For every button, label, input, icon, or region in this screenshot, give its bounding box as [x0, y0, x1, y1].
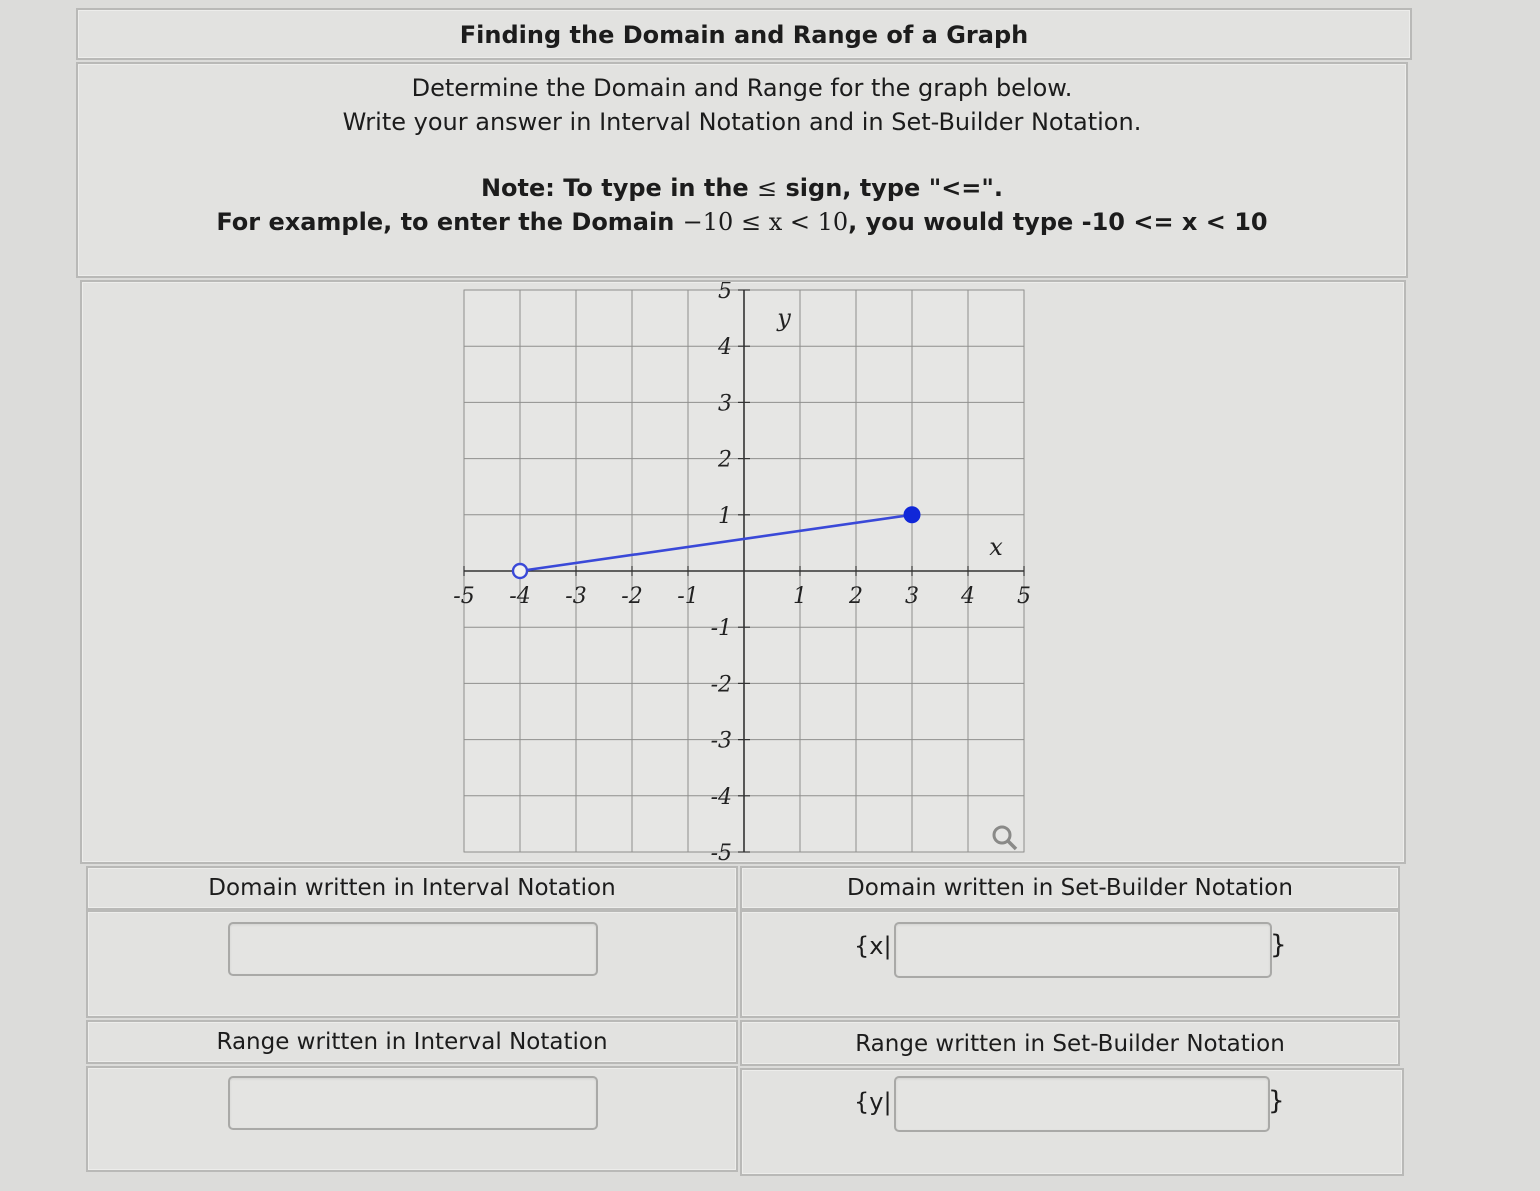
- range-setbuilder-label: Range written in Set-Builder Notation: [855, 1031, 1285, 1057]
- range-interval-label-cell: [86, 1020, 738, 1064]
- range-set-suffix: }: [1268, 1086, 1285, 1116]
- y-tick-label: 1: [718, 503, 732, 529]
- note-text-a: Note: To type in the: [480, 174, 758, 202]
- instruction-line-2: Write your answer in Interval Notation and in Set-Builder Notation.: [342, 108, 1142, 136]
- x-tick-label: 1: [793, 584, 807, 609]
- graph-box: [80, 280, 1406, 864]
- x-tick-label: -3: [565, 584, 587, 609]
- example-math: −10 ≤ x < 10: [682, 208, 849, 236]
- y-tick-label: 5: [718, 282, 732, 304]
- note-symbol: ≤: [757, 174, 778, 202]
- range-interval-label: Range written in Interval Notation: [216, 1029, 608, 1055]
- y-tick-label: -4: [710, 784, 732, 810]
- domain-setbuilder-label: Domain written in Set-Builder Notation: [847, 875, 1293, 901]
- x-tick-label: -4: [509, 584, 531, 609]
- x-tick-label: -5: [453, 584, 475, 609]
- example-text-a: For example, to enter the Domain: [216, 208, 683, 236]
- y-tick-label: -5: [710, 841, 732, 862]
- y-tick-label: -3: [710, 728, 732, 754]
- title-box: [76, 8, 1412, 60]
- open-endpoint: [513, 564, 527, 578]
- domain-interval-label-cell: [86, 866, 738, 910]
- domain-setbuilder-input[interactable]: [894, 922, 1272, 978]
- example-line: [78, 208, 1406, 236]
- note-line: [78, 174, 1406, 202]
- page-title: Finding the Domain and Range of a Graph: [459, 21, 1029, 49]
- range-interval-input[interactable]: [228, 1076, 598, 1130]
- y-tick-label: -1: [710, 616, 732, 642]
- example-text-b: , you would type -10 <= x < 10: [848, 208, 1268, 236]
- domain-setbuilder-cell: [740, 910, 1400, 1018]
- y-tick-label: 3: [718, 391, 732, 417]
- y-tick-label: 2: [718, 447, 732, 473]
- range-setbuilder-label-cell: [740, 1020, 1400, 1066]
- y-tick-label: 4: [718, 335, 732, 361]
- range-interval-cell: [86, 1066, 738, 1172]
- range-setbuilder-input[interactable]: [894, 1076, 1270, 1132]
- coordinate-graph[interactable]: [82, 282, 1404, 862]
- domain-interval-input[interactable]: [228, 922, 598, 976]
- range-set-prefix: {y|: [854, 1088, 892, 1116]
- y-tick-label: -2: [710, 672, 732, 698]
- domain-set-prefix: {x|: [854, 932, 892, 960]
- x-tick-label: 4: [961, 584, 975, 609]
- range-setbuilder-cell: [740, 1068, 1404, 1176]
- y-axis-label: y: [777, 304, 791, 333]
- domain-interval-cell: [86, 910, 738, 1018]
- x-tick-label: 2: [849, 584, 863, 609]
- domain-set-suffix: }: [1270, 930, 1287, 960]
- x-tick-label: 3: [905, 584, 919, 609]
- x-tick-label: -1: [677, 584, 699, 609]
- instructions-box: [76, 62, 1408, 278]
- domain-setbuilder-label-cell: [740, 866, 1400, 910]
- closed-endpoint: [904, 507, 920, 523]
- instruction-line-1: Determine the Domain and Range for the graph below.: [411, 74, 1073, 102]
- domain-interval-label: Domain written in Interval Notation: [208, 875, 616, 901]
- x-tick-label: -2: [621, 584, 643, 609]
- x-tick-label: 5: [1017, 584, 1031, 609]
- note-text-b: sign, type "<=".: [777, 174, 1004, 202]
- x-axis-label: x: [989, 533, 1003, 561]
